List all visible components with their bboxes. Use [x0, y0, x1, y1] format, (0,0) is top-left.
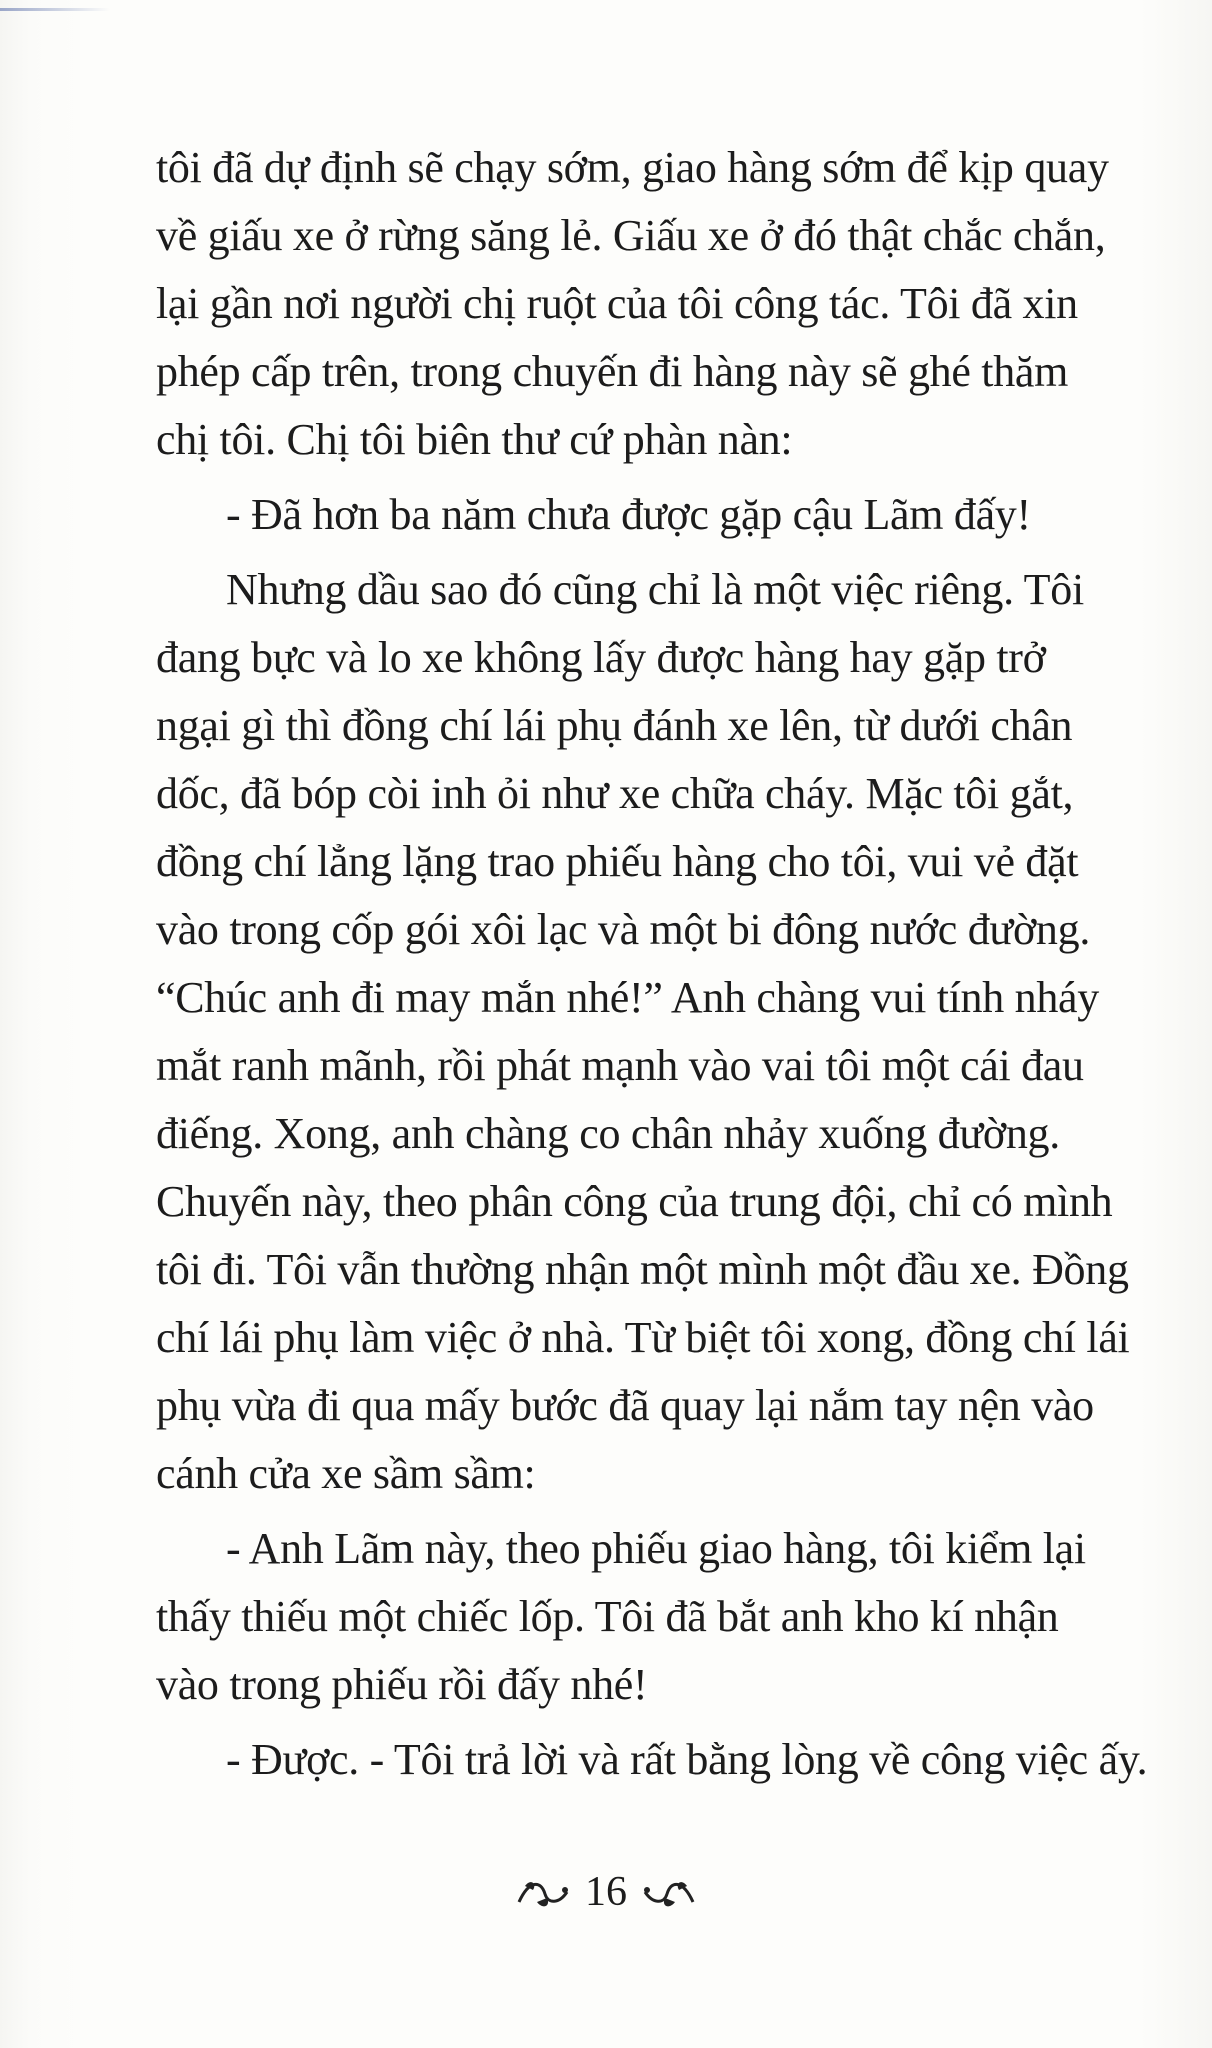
- text-line: chí lái phụ làm việc ở nhà. Từ biệt tôi xong, đồng chí lái: [156, 1313, 1130, 1362]
- text-line: vào trong phiếu rồi đấy nhé!: [156, 1660, 648, 1709]
- text-line: cánh cửa xe sầm sầm:: [156, 1449, 536, 1498]
- dialogue-line: - Anh Lãm này, theo phiếu giao hàng, tôi kiểm lại: [226, 1524, 1086, 1573]
- page-footer: [0, 1852, 1212, 1932]
- text-line: lại gần nơi người chị ruột của tôi công tác. Tôi đã xin: [156, 279, 1078, 328]
- text-line: điếng. Xong, anh chàng co chân nhảy xuống đường.: [156, 1109, 1060, 1158]
- paragraph-start: Nhưng dầu sao đó cũng chỉ là một việc riêng. Tôi: [226, 565, 1084, 614]
- dialogue-line: - Đã hơn ba năm chưa được gặp cậu Lãm đấy!: [226, 490, 1031, 539]
- text-line: ngại gì thì đồng chí lái phụ đánh xe lên, từ dưới chân: [156, 701, 1073, 750]
- dialogue-line: - Được. - Tôi trả lời và rất bằng lòng về công việc ấy.: [226, 1735, 1148, 1784]
- text-line: phụ vừa đi qua mấy bước đã quay lại nắm tay nện vào: [156, 1381, 1094, 1430]
- text-line: đồng chí lẳng lặng trao phiếu hàng cho tôi, vui vẻ đặt: [156, 837, 1079, 886]
- text-line: chị tôi. Chị tôi biên thư cứ phàn nàn:: [156, 415, 793, 464]
- flourish-right-icon: [641, 1872, 697, 1912]
- text-line: tôi đã dự định sẽ chạy sớm, giao hàng sớm để kịp quay: [156, 143, 1109, 192]
- text-line: Chuyến này, theo phân công của trung đội, chỉ có mình: [156, 1177, 1113, 1226]
- text-line: tôi đi. Tôi vẫn thường nhận một mình một đầu xe. Đồng: [156, 1245, 1129, 1294]
- text-line: về giấu xe ở rừng săng lẻ. Giấu xe ở đó thật chắc chắn,: [156, 211, 1106, 260]
- text-line: đang bực và lo xe không lấy được hàng hay gặp trở: [156, 633, 1046, 682]
- text-line: thấy thiếu một chiếc lốp. Tôi đã bắt anh kho kí nhận: [156, 1592, 1059, 1641]
- text-line: dốc, đã bóp còi inh ỏi như xe chữa cháy. Mặc tôi gắt,: [156, 769, 1074, 818]
- text-line: mắt ranh mãnh, rồi phát mạnh vào vai tôi một cái đau: [156, 1041, 1084, 1090]
- page-number: 16: [585, 1869, 627, 1915]
- text-line: phép cấp trên, trong chuyến đi hàng này sẽ ghé thăm: [156, 347, 1069, 396]
- scan-edge-mark: [0, 8, 110, 11]
- flourish-left-icon: [515, 1872, 571, 1912]
- text-line: vào trong cốp gói xôi lạc và một bi đông nước đường.: [156, 905, 1091, 954]
- text-line: “Chúc anh đi may mắn nhé!” Anh chàng vui tính nháy: [156, 973, 1099, 1022]
